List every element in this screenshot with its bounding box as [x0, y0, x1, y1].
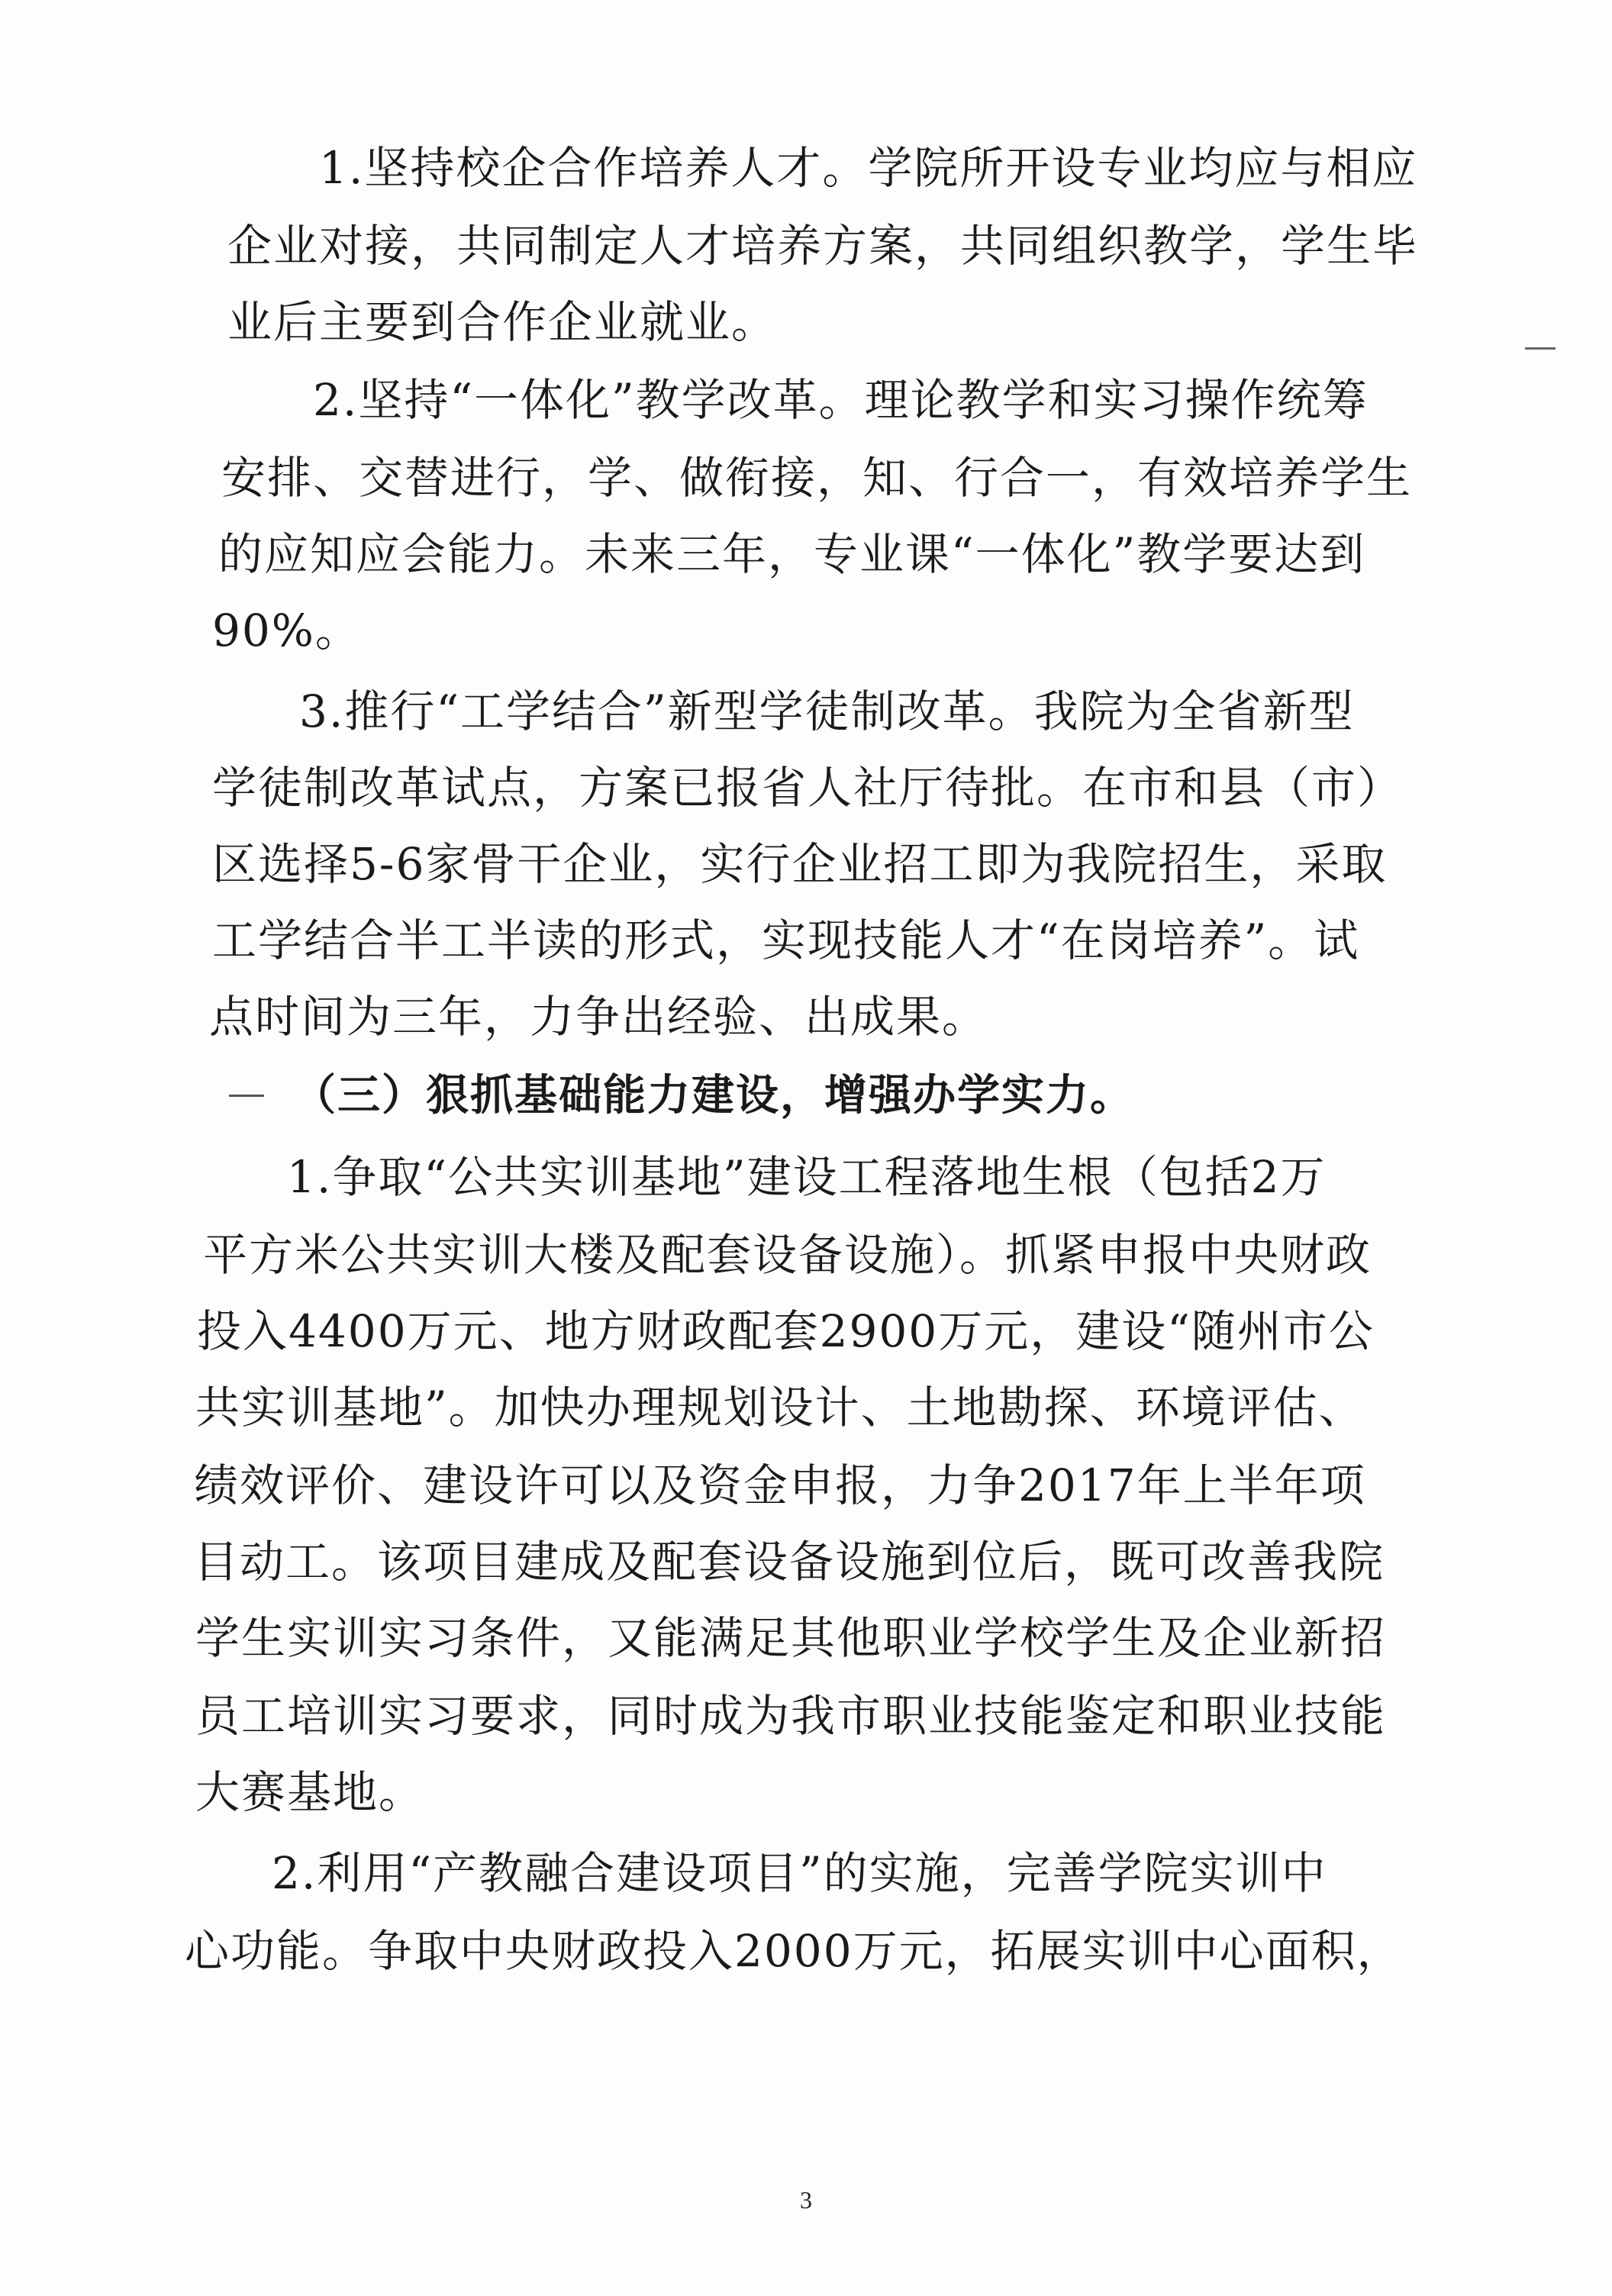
- paragraph-3-line-1: 3.推行“工学结合”新型学徒制改革。我院为全省新型: [299, 685, 1355, 737]
- margin-right-mark: [1525, 347, 1556, 350]
- paragraph-4-line-5: 绩效评价、建设许可以及资金申报，力争2017年上半年项: [194, 1459, 1366, 1511]
- paragraph-1-line-2: 企业对接，共同制定人才培养方案，共同组织教学，学生毕: [227, 220, 1419, 272]
- paragraph-5-line-1: 2.利用“产教融合建设项目”的实施，完善学院实训中: [272, 1847, 1327, 1899]
- paragraph-4-line-9: 大赛基地。: [195, 1766, 425, 1818]
- paragraph-3-line-3: 区选择5-6家骨干企业，实行企业招工即为我院招生，采取: [212, 838, 1388, 890]
- paragraph-4-line-1: 1.争取“公共实训基地”建设工程落地生根（包括2万: [287, 1151, 1327, 1203]
- paragraph-2-line-2: 安排、交替进行，学、做衔接，知、行合一，有效培养学生: [221, 452, 1413, 504]
- paragraph-3-line-2: 学徒制改革试点，方案已报省人社厅待批。在市和县（市）: [212, 762, 1404, 814]
- paragraph-1-line-1: 1.坚持校企合作培养人才。学院所开设专业均应与相应: [319, 142, 1418, 194]
- section-heading: （三）狠抓基础能力建设，增强办学实力。: [293, 1071, 1134, 1121]
- page-number: 3: [800, 2186, 812, 2214]
- paragraph-2-line-4: 90%。: [212, 605, 361, 656]
- paragraph-3-line-5: 点时间为三年，力争出经验、出成果。: [209, 991, 988, 1043]
- paragraph-4-line-7: 学生实训实习条件，又能满足其他职业学校学生及企业新招: [195, 1612, 1387, 1664]
- paragraph-2-line-3: 的应知应会能力。未来三年，专业课“一体化”教学要达到: [218, 528, 1366, 580]
- paragraph-5-line-2: 心功能。争取中央财政投入2000万元，拓展实训中心面积，: [185, 1925, 1403, 1977]
- margin-dash-mark: [229, 1095, 264, 1097]
- paragraph-4-line-4: 共实训基地”。加快办理规划设计、土地勘探、环境评估、: [195, 1382, 1365, 1433]
- paragraph-4-line-6: 目动工。该项目建成及配套设备设施到位后，既可改善我院: [194, 1536, 1385, 1588]
- paragraph-4-line-8: 员工培训实习要求，同时成为我市职业技能鉴定和职业技能: [195, 1690, 1387, 1742]
- paragraph-4-line-3: 投入4400万元、地方财政配套2900万元，建设“随州市公: [197, 1305, 1375, 1357]
- paragraph-3-line-4: 工学结合半工半读的形式，实现技能人才“在岗培养”。试: [212, 914, 1360, 966]
- paragraph-4-line-2: 平方米公共实训大楼及配套设备设施）。抓紧申报中央财政: [203, 1229, 1372, 1281]
- paragraph-1-line-3: 业后主要到合作企业就业。: [227, 296, 778, 348]
- paragraph-2-line-1: 2.坚持“一体化”教学改革。理论教学和实习操作统筹: [313, 374, 1369, 426]
